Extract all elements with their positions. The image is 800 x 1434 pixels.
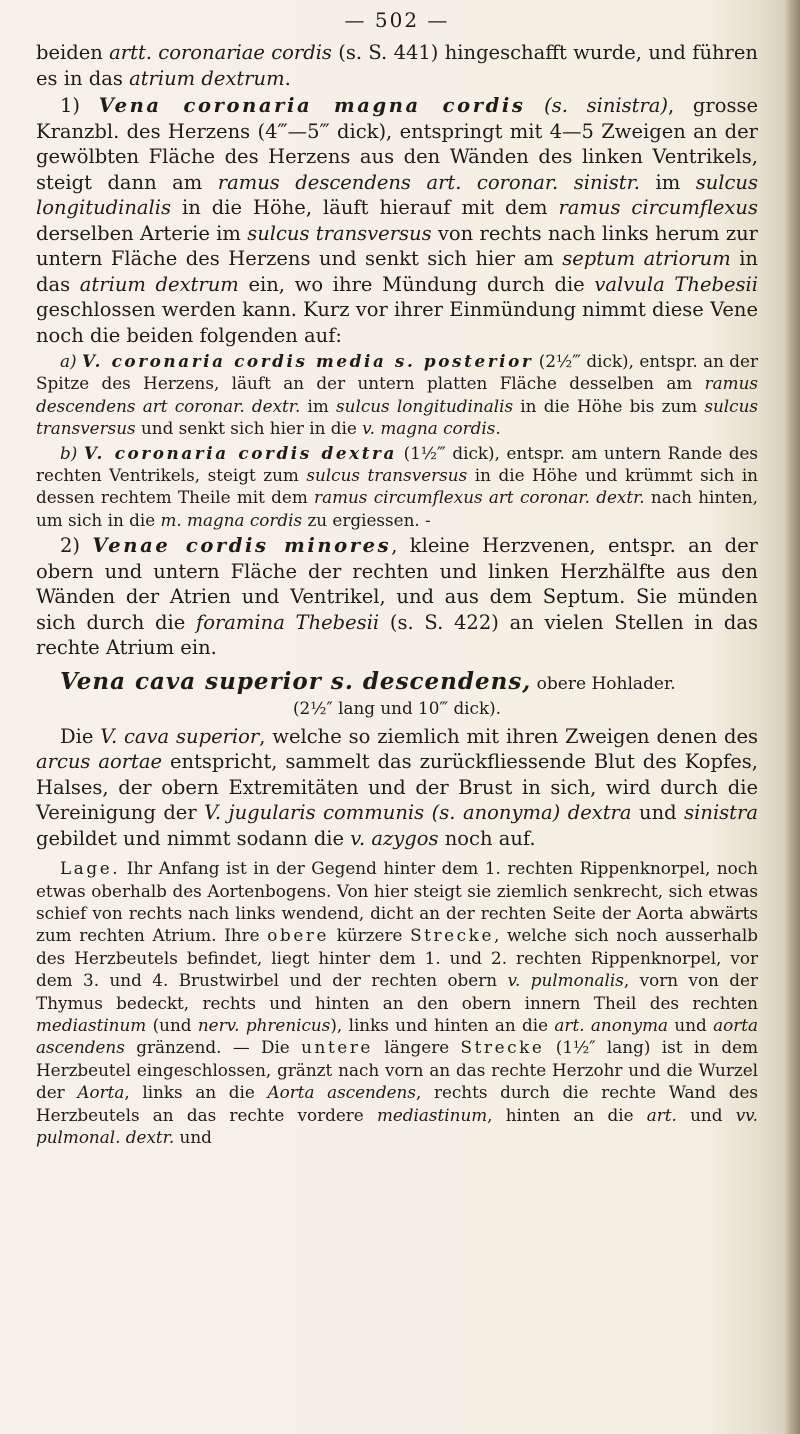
paragraph-cava-description: Die V. cava superior, welche so ziemlich mit ihren Zweigen denen des arcus aortae entspricht, sammelt das zurückfliessende Blut des Kopfes, Halses, der obern Extremitäten und der Brust in sich, wird durch die Vereinigung der V. jugularis communis (s. anonyma) dextra und sinistra gebildet und nimmt sodann die v. azygos noch auf.: [36, 724, 759, 850]
section-dimensions: (2½″ lang und 10‴ dick).: [292, 698, 501, 719]
page-number: — 502 —: [344, 8, 450, 32]
section-heading: Vena cava superior s. descendens, obere Hohlader.: [60, 667, 676, 695]
page-edge-shadow: [784, 0, 800, 1434]
paragraph-lage: Lage. Ihr Anfang ist in der Gegend hinter dem 1. rechten Rippenknorpel, noch etwas oberhalb des Aortenbogens. Von hier steigt sie ziemlich senkrecht, sich etwas schief von rechts nach links wendend, dicht an der rechten Seite der Aorta abwärts zum rechten Atrium. Ihre obere kürzere Strecke, welche sich noch ausserhalb des Herzbeutels befindet, liegt hinter dem 1. und 2. rechten Rippenknorpel, vor dem 3. und 4. Brustwirbel und der rechten obern v. pulmonalis, vorn von der Thymus bedeckt, rechts und hinten an den obern innern Theil des rechten mediastinum (und nerv. phrenicus), links und hinten an die art. anonyma und aorta ascendens gränzend. — Die untere längere Strecke (1½″ lang) ist in dem Herzbeutel eingeschlossen, gränzt nach vorn an das rechte Herzohr und die Wurzel der Aorta, links an die Aorta ascendens, rechts durch die rechte Wand des Herzbeutels an das rechte vordere mediastinum, hinten an die art. und vv. pulmonal. dextr. und: [36, 858, 759, 1148]
subentry-b: b) V. coronaria cordis dextra (1½‴ dick), entspr. am untern Rande des rechten Ventrikels, steigt zum sulcus transversus in die Höhe und krümmt sich in dessen rechtem Theile mit dem ramus circumflexus art coronar. dextr. nach hinten, um sich in die m. magna cordis zu ergiessen. -: [36, 442, 759, 530]
entry-venae-cordis-minores: 2) Venae cordis minores, kleine Herzvenen, entspr. an der obern und untern Fläche der rechten und linken Herzhälfte aus den Wänden der Atrien und Ventrikel, und aus dem Septum. Sie münden sich durch die foramina Thebesii (s. S. 422) an vielen Stellen in das rechte Atrium ein.: [36, 534, 759, 660]
entry-title: Vena coronaria magna cordis: [98, 94, 526, 117]
subentry-title: V. coronaria cordis dextra: [83, 442, 397, 463]
entry-vena-coronaria-magna: 1) Vena coronaria magna cordis (s. sinistra), grosse Kranzbl. des Herzens (4‴—5‴ dick), entspringt mit 4—5 Zweigen an der gewölbten Fläche des Herzens aus den Wänden des linken Ventrikels, steigt dann am ramus descendens art. coronar. sinistr. im sulcus longitudinalis in die Höhe, läuft hierauf mit dem ramus circumflexus derselben Arterie im sulcus transversus von rechts nach links herum zur untern Fläche des Herzens und senkt sich hier am septum atriorum in das atrium dextrum ein, wo ihre Mündung durch die valvula Thebesii geschlossen werden kann. Kurz vor ihrer Einmündung nimmt diese Vene noch die beiden folgenden auf:: [36, 94, 759, 347]
intro-paragraph: beiden artt. coronariae cordis (s. S. 441) hingeschafft wurde, und führen es in das atrium dextrum.: [36, 41, 758, 90]
entry-title: Venae cordis minores: [92, 534, 392, 558]
subentry-a: a) V. coronaria cordis media s. posterior (2½‴ dick), entspr. an der Spitze des Herzens, läuft an der untern platten Fläche desselben am ramus descendens art coronar. dextr. im sulcus longitudinalis in die Höhe bis zum sulcus transversus und senkt sich hier in die v. magna cordis.: [36, 351, 758, 439]
section-title: Vena cava superior s. descendens,: [60, 667, 532, 695]
lage-label: Lage.: [60, 858, 121, 879]
subentry-title: V. coronaria cordis media s. posterior: [81, 351, 534, 371]
